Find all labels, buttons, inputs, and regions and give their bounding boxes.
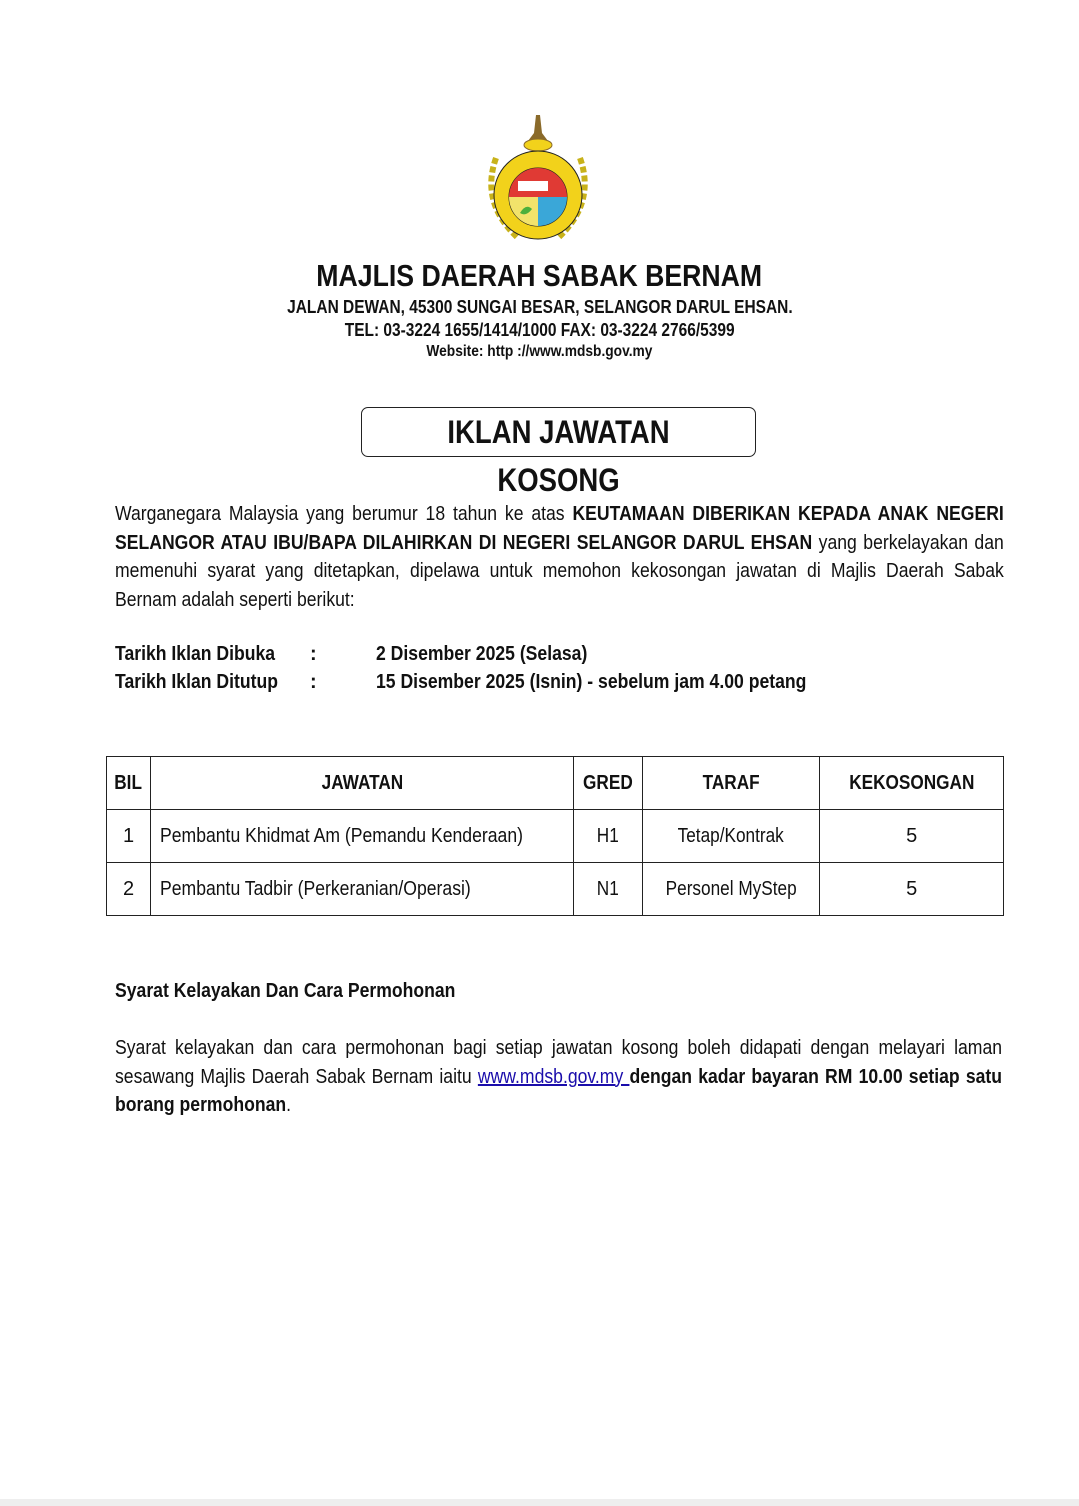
syarat-end: . [286,1094,292,1117]
cell-taraf: Tetap/Kontrak [678,824,785,847]
syarat-text: Syarat kelayakan dan cara permohonan bagi setiap jawatan kosong boleh didapati dengan melayari laman sesawang Majlis Daerah Sabak Bernam iaitu [115,1037,1003,1088]
org-website: Website: http ://www.mdsb.gov.my [426,343,653,360]
cell-kekosongan: 5 [820,863,1004,916]
syarat-fee-text: dengan kadar bayaran RM 10.00 setiap satu borang permohonan [115,1065,1003,1117]
table-row [107,863,1004,916]
cell-jawatan: Pembantu Tadbir (Perkeranian/Operasi) [160,877,471,900]
org-tel-fax: TEL: 03-3224 1655/1414/1000 FAX: 03-3224 2766/5399 [344,320,735,340]
table-row [107,810,1004,863]
date-sep: : [310,671,317,693]
date-close-label: Tarikh Iklan Ditutup [115,671,278,693]
date-open-value: 2 Disember 2025 (Selasa) [376,643,588,665]
cell-taraf: Personel MyStep [665,877,797,900]
col-header-jawatan: JAWATAN [321,771,403,794]
col-header-gred: GRED [582,771,633,794]
vacancy-table [106,756,1004,916]
col-header-bil: BIL [114,771,143,794]
intro-priority-text: KEUTAMAAN DIBERIKAN KEPADA ANAK NEGERI SELANGOR ATAU IBU/BAPA DILAHIRKAN DI NEGERI SELANGOR DARUL EHSAN [115,503,1004,554]
cell-jawatan: Pembantu Khidmat Am (Pemandu Kenderaan) [160,824,524,847]
col-header-taraf: TARAF [702,771,760,794]
date-close-value: 15 Disember 2025 (Isnin) - sebelum jam 4.00 petang [376,671,807,693]
cell-kekosongan: 5 [820,810,1004,863]
cell-gred: H1 [596,824,619,847]
syarat-paragraph [115,1034,1002,1120]
page-title: IKLAN JAWATAN KOSONG [447,414,670,498]
table-header-row [107,757,1004,810]
intro-text-end: yang berkelayakan dan memenuhi syarat yang ditetapkan, dipelawa untuk memohon kekosongan jawatan di Majlis Daerah Sabak Bernam adalah seperti berikut: [115,531,1004,612]
page-title-box [361,407,756,498]
date-open-label: Tarikh Iklan Dibuka [115,643,276,665]
intro-text: Warganegara Malaysia yang berumur 18 tahun ke atas [115,503,573,525]
cell-gred: N1 [596,877,619,900]
cell-bil: 2 [107,863,151,916]
council-logo [478,113,598,248]
page-bottom-edge [0,1499,1079,1506]
org-address: JALAN DEWAN, 45300 SUNGAI BESAR, SELANGOR DARUL EHSAN. [286,297,793,317]
syarat-heading: Syarat Kelayakan Dan Cara Permohonan [115,980,456,1002]
org-name: MAJLIS DAERAH SABAK BERNAM [316,258,763,293]
website-link[interactable]: www.mdsb.gov.my [477,1065,630,1088]
intro-paragraph [115,500,1004,615]
date-sep: : [310,643,317,665]
col-header-kekosongan: KEKOSONGAN [849,771,975,794]
cell-bil: 1 [107,810,151,863]
